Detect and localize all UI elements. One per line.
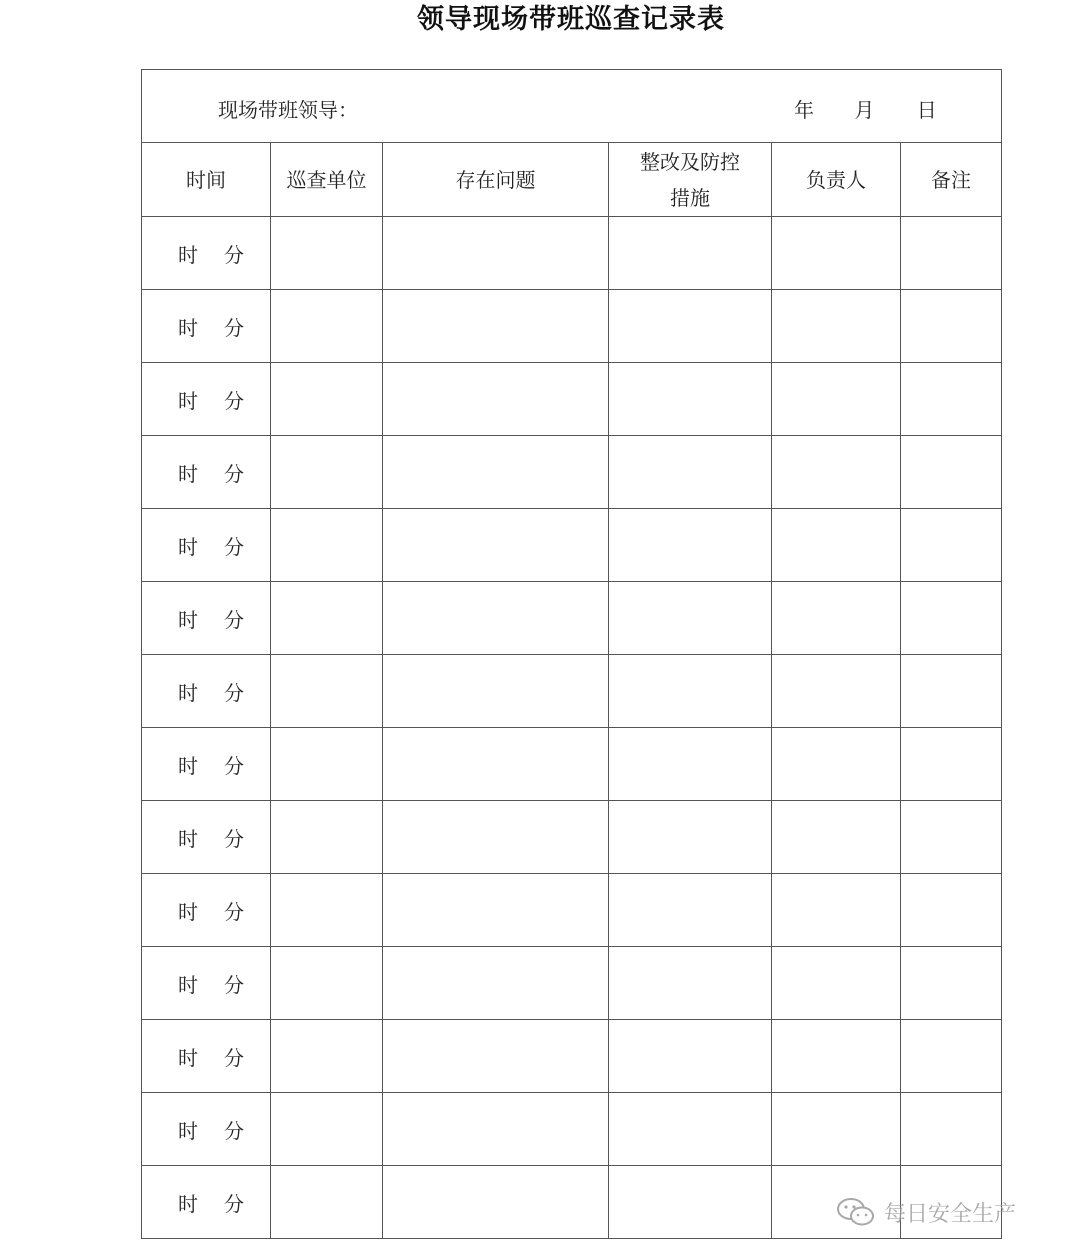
remark-cell[interactable]: [901, 874, 1002, 947]
problem-cell[interactable]: [383, 509, 609, 582]
page-title: 领导现场带班巡查记录表: [417, 4, 725, 35]
unit-cell[interactable]: [271, 363, 383, 436]
minute-label: 分: [224, 753, 244, 778]
time-cell[interactable]: [142, 363, 271, 436]
minute-label: 分: [224, 1045, 244, 1070]
problem-cell[interactable]: [383, 1020, 609, 1093]
unit-cell[interactable]: [271, 509, 383, 582]
table-row: [142, 582, 1002, 655]
remark-cell[interactable]: [901, 363, 1002, 436]
minute-label: 分: [224, 1191, 244, 1216]
minute-label: 分: [224, 1118, 244, 1143]
time-cell[interactable]: [142, 1093, 271, 1166]
unit-cell[interactable]: [271, 217, 383, 290]
header-row: [142, 143, 1002, 217]
owner-cell[interactable]: [772, 363, 901, 436]
minute-label: 分: [224, 461, 244, 486]
remark-cell[interactable]: [901, 582, 1002, 655]
remark-cell[interactable]: [901, 1093, 1002, 1166]
measures-cell[interactable]: [609, 1093, 772, 1166]
minute-label: 分: [224, 899, 244, 924]
column-header-measures: 整改及防控措施: [609, 143, 772, 217]
table-row: [142, 728, 1002, 801]
problem-cell[interactable]: [383, 290, 609, 363]
time-cell[interactable]: [142, 947, 271, 1020]
remark-cell[interactable]: [901, 217, 1002, 290]
table-row: [142, 290, 1002, 363]
hour-label: 时: [178, 899, 198, 924]
measures-cell[interactable]: [609, 801, 772, 874]
hour-label: 时: [178, 388, 198, 413]
hour-label: 时: [178, 315, 198, 340]
problem-cell[interactable]: [383, 874, 609, 947]
time-cell[interactable]: [142, 290, 271, 363]
leader-label: 现场带班领导：: [218, 98, 358, 122]
column-header-owner: 负责人: [772, 143, 901, 217]
minute-label: 分: [224, 242, 244, 267]
unit-cell[interactable]: [271, 582, 383, 655]
watermark-text: 每日安全生产: [884, 1201, 1017, 1227]
owner-cell[interactable]: [772, 655, 901, 728]
hour-label: 时: [178, 242, 198, 267]
problem-cell[interactable]: [383, 1093, 609, 1166]
owner-cell[interactable]: [772, 874, 901, 947]
owner-cell[interactable]: [772, 1093, 901, 1166]
problem-cell[interactable]: [383, 947, 609, 1020]
hour-label: 时: [178, 1045, 198, 1070]
remark-cell[interactable]: [901, 290, 1002, 363]
record-table: [141, 69, 1002, 1239]
date-day-label: 日: [916, 98, 937, 122]
minute-label: 分: [224, 826, 244, 851]
minute-label: 分: [224, 388, 244, 413]
time-cell[interactable]: [142, 1166, 271, 1239]
leader-cell[interactable]: [142, 70, 1002, 143]
unit-cell[interactable]: [271, 1166, 383, 1239]
remark-cell[interactable]: [901, 1020, 1002, 1093]
hour-label: 时: [178, 461, 198, 486]
remark-cell[interactable]: [901, 801, 1002, 874]
owner-cell[interactable]: [772, 947, 901, 1020]
hour-label: 时: [178, 534, 198, 559]
column-header-unit: 巡查单位: [271, 143, 383, 217]
problem-cell[interactable]: [383, 363, 609, 436]
measures-cell[interactable]: [609, 655, 772, 728]
hour-label: 时: [178, 1191, 198, 1216]
measures-cell[interactable]: [609, 1020, 772, 1093]
hour-label: 时: [178, 607, 198, 632]
minute-label: 分: [224, 534, 244, 559]
measures-cell[interactable]: [609, 509, 772, 582]
time-cell[interactable]: [142, 801, 271, 874]
owner-cell[interactable]: [772, 801, 901, 874]
problem-cell[interactable]: [383, 1166, 609, 1239]
owner-cell[interactable]: [772, 582, 901, 655]
problem-cell[interactable]: [383, 436, 609, 509]
minute-label: 分: [224, 972, 244, 997]
remark-cell[interactable]: [901, 436, 1002, 509]
table-row: [142, 801, 1002, 874]
column-header-time: 时间: [142, 143, 271, 217]
date-month-label: 月: [854, 98, 875, 122]
minute-label: 分: [224, 680, 244, 705]
table-row: [142, 1093, 1002, 1166]
owner-cell[interactable]: [772, 217, 901, 290]
table-body: [142, 217, 1002, 1239]
unit-cell[interactable]: [271, 1093, 383, 1166]
hour-label: 时: [178, 826, 198, 851]
watermark: [836, 1194, 1016, 1230]
unit-cell[interactable]: [271, 436, 383, 509]
owner-cell[interactable]: [772, 436, 901, 509]
minute-label: 分: [224, 607, 244, 632]
problem-cell[interactable]: [383, 217, 609, 290]
table-row: [142, 874, 1002, 947]
remark-cell[interactable]: [901, 947, 1002, 1020]
unit-cell[interactable]: [271, 947, 383, 1020]
leader-row: [142, 70, 1002, 143]
problem-cell[interactable]: [383, 582, 609, 655]
wechat-icon: [836, 1196, 876, 1228]
column-header-remark: 备注: [901, 143, 1002, 217]
table-row: [142, 655, 1002, 728]
column-header-problem: 存在问题: [383, 143, 609, 217]
measures-cell[interactable]: [609, 582, 772, 655]
measures-cell[interactable]: [609, 1166, 772, 1239]
measures-cell[interactable]: [609, 728, 772, 801]
table-row: [142, 217, 1002, 290]
problem-cell[interactable]: [383, 728, 609, 801]
unit-cell[interactable]: [271, 290, 383, 363]
owner-cell[interactable]: [772, 509, 901, 582]
problem-cell[interactable]: [383, 801, 609, 874]
remark-cell[interactable]: [901, 509, 1002, 582]
time-cell[interactable]: [142, 728, 271, 801]
table-row: [142, 1020, 1002, 1093]
unit-cell[interactable]: [271, 801, 383, 874]
date-fields: [794, 94, 937, 123]
date-year-label: 年: [794, 98, 814, 122]
table-row: [142, 509, 1002, 582]
time-cell[interactable]: [142, 655, 271, 728]
time-cell[interactable]: [142, 1020, 271, 1093]
minute-label: 分: [224, 315, 244, 340]
table-row: [142, 436, 1002, 509]
table-row: [142, 947, 1002, 1020]
unit-cell[interactable]: [271, 728, 383, 801]
unit-cell[interactable]: [271, 1020, 383, 1093]
measures-cell[interactable]: [609, 874, 772, 947]
remark-cell[interactable]: [901, 655, 1002, 728]
owner-cell[interactable]: [772, 1020, 901, 1093]
unit-cell[interactable]: [271, 655, 383, 728]
table-row: [142, 363, 1002, 436]
hour-label: 时: [178, 680, 198, 705]
measures-cell[interactable]: [609, 217, 772, 290]
time-cell[interactable]: [142, 509, 271, 582]
problem-cell[interactable]: [383, 655, 609, 728]
hour-label: 时: [178, 753, 198, 778]
measures-cell[interactable]: [609, 363, 772, 436]
owner-cell[interactable]: [772, 728, 901, 801]
hour-label: 时: [178, 972, 198, 997]
time-cell[interactable]: [142, 582, 271, 655]
time-cell[interactable]: [142, 874, 271, 947]
measures-cell[interactable]: [609, 290, 772, 363]
unit-cell[interactable]: [271, 874, 383, 947]
time-cell[interactable]: [142, 217, 271, 290]
hour-label: 时: [178, 1118, 198, 1143]
measures-cell[interactable]: [609, 436, 772, 509]
measures-cell[interactable]: [609, 947, 772, 1020]
remark-cell[interactable]: [901, 728, 1002, 801]
time-cell[interactable]: [142, 436, 271, 509]
owner-cell[interactable]: [772, 290, 901, 363]
